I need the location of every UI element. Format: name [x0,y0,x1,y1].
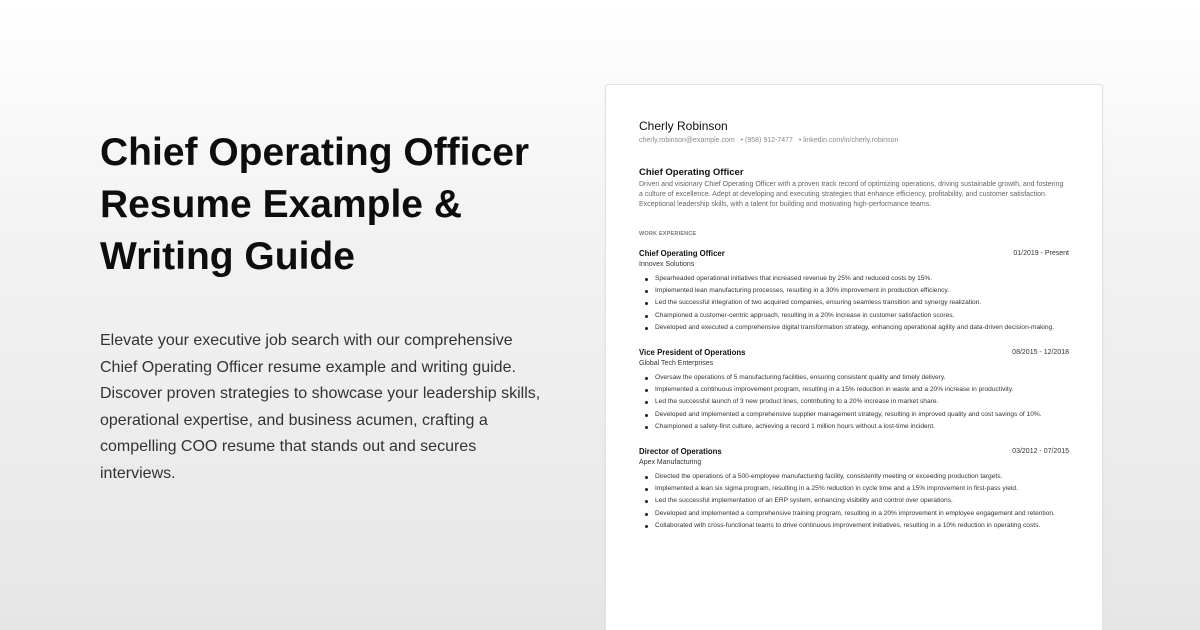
company: Apex Manufacturing [639,459,702,467]
bullet-list [639,273,1069,334]
company: Global Tech Enterprises [639,360,714,368]
bullet-item: Implemented lean manufacturing processes, resulting in a 30% improvement in production efficiency. [645,285,1055,297]
company: Innovex Solutions [639,261,695,268]
resume-title: Chief Operating Officer [639,167,744,178]
resume-summary: Driven and visionary Chief Operating Officer with a proven track record of optimizing operations, driving sustainable growth, and fostering a culture of excellence. Adept at developing and executing strategies that enhance efficiency, profitability, and customer satisfaction. Exceptional leadership skills, with a talent for building and motivating high-performance teams. [639,181,1064,208]
bullet-item: Spearheaded operational initiatives that increased revenue by 25% and reduced costs by 15%. [645,273,1055,285]
hero [100,127,570,488]
bullet-list [639,372,1069,433]
bullet-item: Developed and executed a comprehensive digital transformation strategy, enhancing operational agility and data-driven decision-making. [645,322,1055,334]
bullet-item: Developed and implemented a comprehensive training program, resulting in a 20% improvement in employee engagement and retention. [645,508,1055,520]
phone: • (958) 912-7477 [740,137,793,144]
intro-text: Elevate your executive job search with our comprehensive Chief Operating Officer resume example and writing guide. Discover proven strategies to showcase your leadership skills, operational expertise, and business acumen, crafting a compelling COO resume that stands out and secures interviews. [100,332,541,482]
job-dates: 03/2012 - 07/2015 [1012,448,1069,456]
bullet-item: Implemented a continuous improvement program, resulting in a 15% reduction in waste and a 20% increase in productivity. [645,384,1055,396]
page-title: Chief Operating Officer Resume Example & Writing Guide [100,131,530,278]
bullet-item: Oversaw the operations of 5 manufacturing facilities, ensuring consistent quality and timely delivery. [645,372,1055,384]
job-title: Chief Operating Officer [639,249,725,258]
job-dates: 08/2015 - 12/2018 [1012,349,1069,357]
job-list [639,249,1069,532]
linkedin: • linkedin.com/in/cherly.robinson [798,137,899,144]
job-dates: 01/2019 - Present [1013,250,1069,257]
bullet-item: Led the successful launch of 3 new product lines, contributing to a 20% increase in market share. [645,396,1055,408]
bullet-item: Collaborated with cross-functional teams to drive continuous improvement initiatives, resulting in a 10% reduction in operating costs. [645,520,1055,532]
resume-contact [639,136,1069,145]
job-entry [639,447,1069,532]
bullet-item: Championed a customer-centric approach, resulting in a 20% increase in customer satisfaction scores. [645,310,1055,322]
job-title: Vice President of Operations [639,348,746,358]
bullet-list [639,471,1069,532]
job-entry [639,348,1069,433]
bullet-item: Championed a safety-first culture, achieving a record 1 million hours without a lost-time incident. [645,421,1055,433]
bullet-item: Directed the operations of a 500-employee manufacturing facility, consistently meeting or exceeding production targets. [645,471,1055,483]
job-title: Director of Operations [639,447,722,457]
bullet-item: Led the successful integration of two acquired companies, ensuring seamless transition and synergy realization. [645,297,1055,309]
bullet-item: Implemented a lean six sigma program, resulting in a 25% reduction in cycle time and a 15% improvement in first-pass yield. [645,483,1055,495]
resume-name: Cherly Robinson [639,119,728,133]
bullet-item: Led the successful implementation of an ERP system, enhancing visibility and control over operations. [645,495,1055,507]
bullet-item: Developed and implemented a comprehensive supplier management strategy, resulting in improved quality and cost savings of 10%. [645,409,1055,421]
email: cherly.robinson@example.com [639,137,735,144]
resume-preview [605,84,1103,630]
job-entry [639,249,1069,334]
section-heading: WORK EXPERIENCE [639,231,697,237]
